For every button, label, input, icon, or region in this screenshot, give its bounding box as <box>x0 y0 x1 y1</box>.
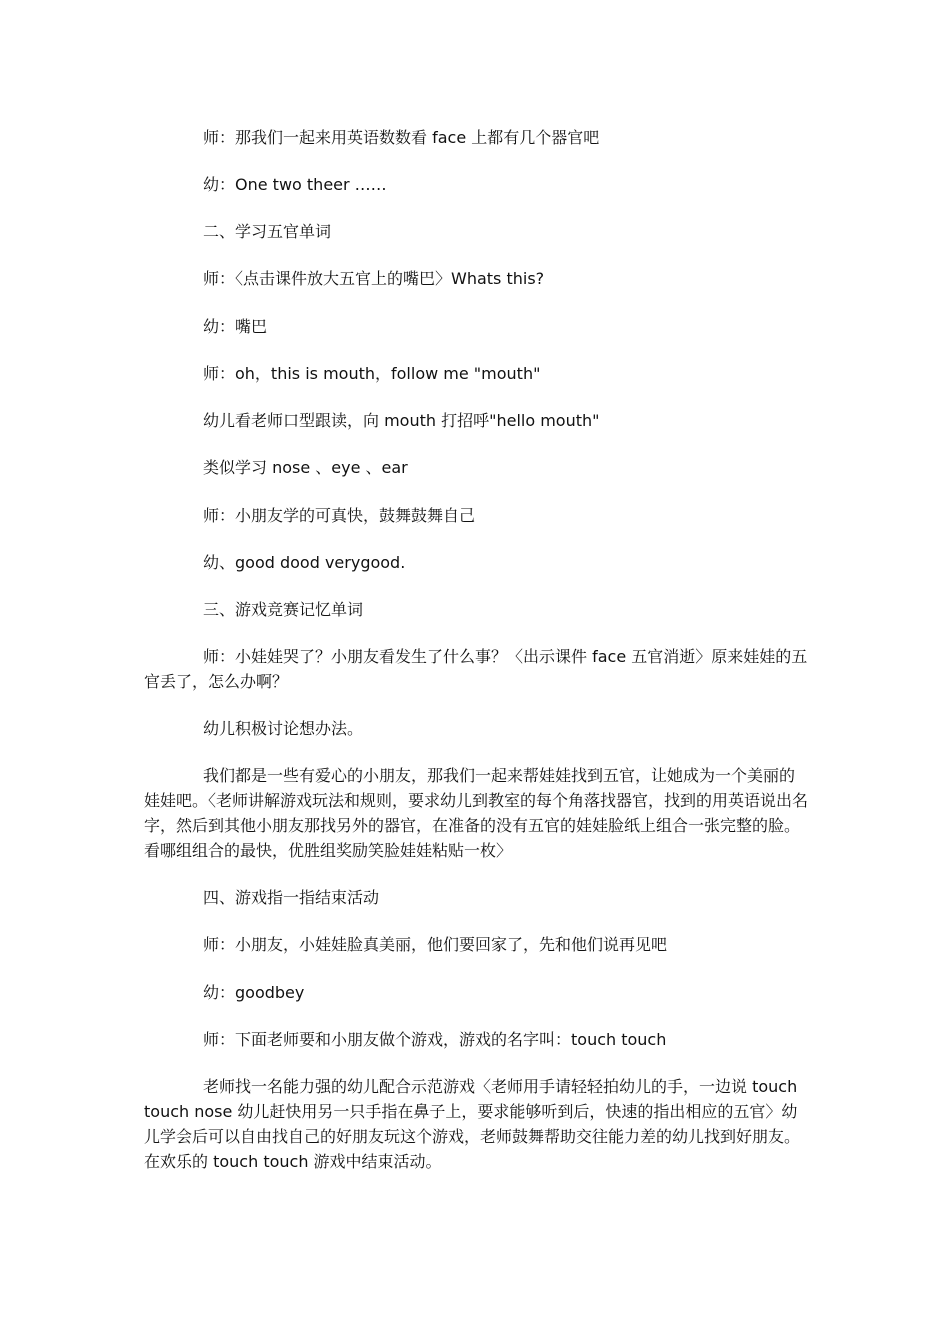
paragraph: 师：那我们一起来用英语数数看 face 上都有几个器官吧 <box>203 128 600 147</box>
section-heading: 二、学习五官单词 <box>203 222 332 241</box>
section-heading: 三、游戏竞赛记忆单词 <box>203 600 364 619</box>
paragraph: 幼儿积极讨论想办法。 <box>203 719 364 738</box>
paragraph: 幼儿看老师口型跟读，向 mouth 打招呼"hello mouth" <box>203 411 600 430</box>
paragraph: 幼：One two theer …… <box>203 175 387 194</box>
paragraph: 师：小朋友，小娃娃脸真美丽，他们要回家了，先和他们说再见吧 <box>203 935 668 954</box>
paragraph: 师：oh，this is mouth，follow me "mouth" <box>203 364 541 383</box>
paragraph: 类似学习 nose 、eye 、ear <box>203 458 408 477</box>
paragraph: 师：小娃娃哭了？小朋友看发生了什么事？〈出示课件 face 五官消逝〉原来娃娃的五官丢了，怎么办啊？ <box>144 647 808 691</box>
paragraph: 幼、good dood verygood. <box>203 553 406 572</box>
section-heading: 四、游戏指一指结束活动 <box>203 888 380 907</box>
paragraph: 我们都是一些有爱心的小朋友，那我们一起来帮娃娃找到五官，让她成为一个美丽的娃娃吧。〈老师讲解游戏玩法和规则，要求幼儿到教室的每个角落找器官，找到的用英语说出名字，然后到其他小朋友那找另外的器官，在准备的没有五官的娃娃脸纸上组合一张完整的脸。看哪组组合的最快，优胜组奖励笑脸娃娃粘贴一枚〉 <box>144 766 809 860</box>
paragraph: 幼：goodbey <box>203 983 305 1002</box>
paragraph: 师：小朋友学的可真快，鼓舞鼓舞自己 <box>203 506 476 525</box>
paragraph: 师：下面老师要和小朋友做个游戏，游戏的名字叫：touch touch <box>203 1030 667 1049</box>
paragraph: 老师找一名能力强的幼儿配合示范游戏〈老师用手请轻轻拍幼儿的手，一边说 touch touch nose 幼儿赶快用另一只手指在鼻子上，要求能够听到后，快速的指出相应的五官〉幼儿学会后可以自由找自己的好朋友玩这个游戏，老师鼓舞帮助交往能力差的幼儿找到好朋友。在欢乐的 touch touch 游戏中结束活动。 <box>144 1077 801 1171</box>
paragraph: 幼：嘴巴 <box>203 317 268 336</box>
paragraph: 师：〈点击课件放大五官上的嘴巴〉Whats this? <box>203 269 545 288</box>
